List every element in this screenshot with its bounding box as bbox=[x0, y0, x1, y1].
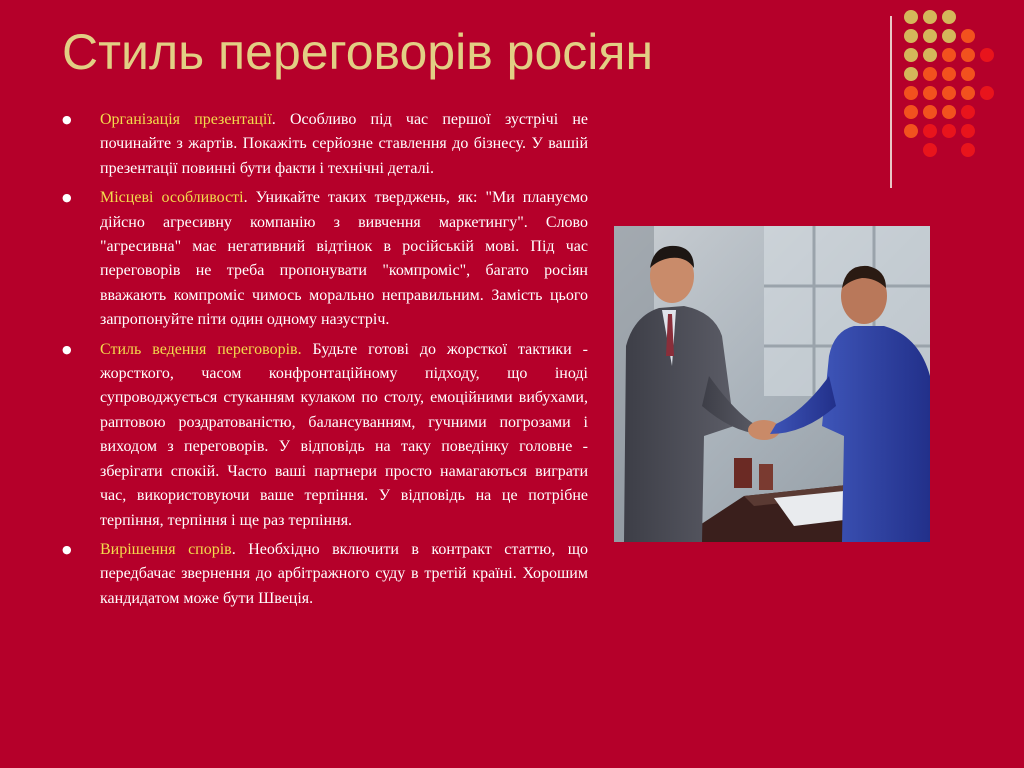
handshake-photo bbox=[614, 226, 930, 542]
decor-dot bbox=[980, 86, 994, 100]
decor-dot bbox=[942, 48, 956, 62]
decor-dot bbox=[961, 105, 975, 119]
handshake-illustration bbox=[614, 226, 930, 542]
bullet-lead: Організація презентації bbox=[100, 111, 272, 128]
decor-dot bbox=[961, 67, 975, 81]
decor-dot bbox=[942, 86, 956, 100]
decor-dot bbox=[961, 143, 975, 157]
bullet-item-dispute-resolution bbox=[62, 538, 588, 611]
decor-dot bbox=[904, 10, 918, 24]
bullet-text: . Особливо під час першої зустрічі не починайте з жартів. Покажіть серйозне ставлення до бізнесу. У вашій презентації повинні бути факти і технічні деталі. bbox=[100, 111, 589, 177]
bullet-marker-icon: ● bbox=[62, 191, 72, 205]
decor-dot bbox=[904, 124, 918, 138]
decor-dot bbox=[923, 143, 937, 157]
decor-dot bbox=[904, 67, 918, 81]
bullet-text: Будьте готові до жорсткої тактики - жорсткого, часом конфронтаційному підходу, що іноді супроводжується стуканням кулаком по столу, емоційними вибухами, раптовою роздратованістю, балансуванням, гучними погрозами і виходом з переговорів. У відповідь на таку поведінку головне - зберігати спокій. Часто ваші партнери просто намагаються виграти час, використовуючи ваше терпіння. У відповідь на це потрібне терпіння, терпіння і ще раз терпіння. bbox=[100, 340, 588, 529]
bullet-lead: Вирішення спорів bbox=[100, 540, 232, 558]
decor-dot bbox=[942, 124, 956, 138]
decor-dot bbox=[942, 10, 956, 24]
decor-dot bbox=[961, 29, 975, 43]
decor-dot bbox=[904, 48, 918, 62]
decor-dot bbox=[961, 86, 975, 100]
decor-dot bbox=[923, 10, 937, 24]
decor-dot bbox=[942, 105, 956, 119]
slide-title: Стиль переговорів росіян bbox=[62, 24, 654, 80]
decor-dot bbox=[923, 48, 937, 62]
dot-grid-decoration bbox=[904, 10, 1024, 170]
bullet-list bbox=[62, 108, 588, 611]
decor-dot bbox=[942, 29, 956, 43]
decor-dot bbox=[942, 67, 956, 81]
decor-dot bbox=[961, 48, 975, 62]
bullet-marker-icon: ● bbox=[62, 542, 72, 556]
decor-dot bbox=[923, 29, 937, 43]
bullet-text: . Необхідно включити в контракт статтю, що передбачає звернення до арбітражного суду в третій країні. Хорошим кандидатом може бути Швеція. bbox=[100, 540, 589, 607]
decor-dot bbox=[980, 48, 994, 62]
content-area bbox=[62, 108, 588, 616]
bullet-item-negotiation-style bbox=[62, 338, 588, 533]
bullet-text: . Уникайте таких тверджень, як: "Ми плануємо дійсно агресивну компанію з вивчення маркетингу". Слово "агресивна" має негативний відтінок в російській мові. Під час переговорів не треба пропонувати "компроміс", багато росіян вважають компроміс чимось морально неправильним. Замість цього запропонуйте піти один одному назустріч. bbox=[100, 189, 589, 329]
vertical-divider bbox=[890, 16, 892, 188]
bullet-marker-icon: ● bbox=[62, 342, 72, 356]
decor-dot bbox=[961, 124, 975, 138]
bullet-item-local-features bbox=[62, 186, 588, 332]
decor-dot bbox=[923, 67, 937, 81]
bullet-lead: Стиль ведення переговорів. bbox=[100, 340, 302, 358]
bullet-marker-icon: ● bbox=[62, 113, 72, 126]
decor-dot bbox=[923, 86, 937, 100]
decor-dot bbox=[923, 105, 937, 119]
decor-dot bbox=[904, 105, 918, 119]
decor-dot bbox=[904, 86, 918, 100]
decor-dot bbox=[904, 29, 918, 43]
bullet-lead: Місцеві особливості bbox=[100, 189, 244, 207]
decor-dot bbox=[923, 124, 937, 138]
bullet-item-presentation bbox=[62, 108, 588, 181]
